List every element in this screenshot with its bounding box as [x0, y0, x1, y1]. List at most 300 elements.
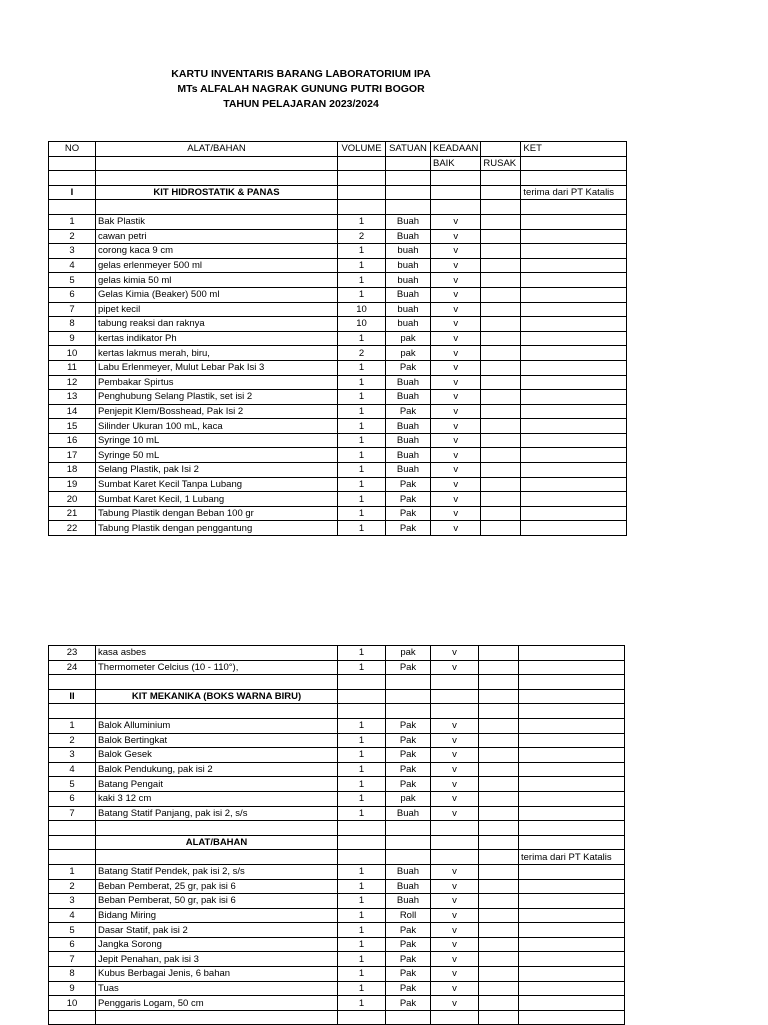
- section-title: KIT MEKANIKA (BOKS WARNA BIRU): [96, 689, 338, 704]
- row-volume: 10: [338, 317, 386, 332]
- row-rusak: [481, 346, 521, 361]
- table-row: [49, 419, 627, 434]
- row-volume: 1: [338, 864, 386, 879]
- row-ket: [521, 360, 627, 375]
- row-volume: 1: [338, 646, 386, 661]
- row-item-name: Pembakar Spirtus: [96, 375, 338, 390]
- row-number: 3: [49, 244, 96, 259]
- header-rusak: RUSAK: [481, 156, 521, 171]
- note-row: [49, 850, 625, 865]
- row-item-name: Balok Bertingkat: [96, 733, 338, 748]
- row-ket: [519, 646, 625, 661]
- row-rusak: [481, 390, 521, 405]
- row-item-name: kaki 3 12 cm: [96, 791, 338, 806]
- table-row: [49, 762, 625, 777]
- row-baik: v: [431, 477, 481, 492]
- row-satuan: buah: [386, 244, 431, 259]
- row-item-name: gelas kimia 50 ml: [96, 273, 338, 288]
- row-baik: v: [431, 733, 479, 748]
- row-rusak: [479, 864, 519, 879]
- row-ket: [521, 346, 627, 361]
- row-satuan: Pak: [386, 937, 431, 952]
- row-ket: [519, 894, 625, 909]
- row-item-name: Balok Alluminium: [96, 718, 338, 733]
- row-ket: [519, 864, 625, 879]
- row-baik: v: [431, 791, 479, 806]
- row-ket: [519, 981, 625, 996]
- row-rusak: [481, 258, 521, 273]
- row-baik: v: [431, 463, 481, 478]
- row-rusak: [481, 521, 521, 536]
- row-item-name: pipet kecil: [96, 302, 338, 317]
- row-number: 6: [49, 791, 96, 806]
- header-no: NO: [49, 142, 96, 157]
- row-volume: 1: [338, 390, 386, 405]
- row-volume: 1: [338, 718, 386, 733]
- row-ket: [519, 791, 625, 806]
- row-baik: v: [431, 229, 481, 244]
- table-row: [49, 346, 627, 361]
- row-ket: [519, 937, 625, 952]
- row-rusak: [481, 214, 521, 229]
- row-volume: 1: [338, 791, 386, 806]
- row-rusak: [481, 506, 521, 521]
- row-item-name: Bidang Miring: [96, 908, 338, 923]
- row-ket: [519, 777, 625, 792]
- row-ket: [521, 331, 627, 346]
- row-satuan: pak: [386, 346, 431, 361]
- row-ket: [519, 952, 625, 967]
- section-title: KIT HIDROSTATIK & PANAS: [96, 185, 338, 200]
- row-item-name: Syringe 10 mL: [96, 433, 338, 448]
- row-item-name: Tabung Plastik dengan penggantung: [96, 521, 338, 536]
- table-row: [49, 448, 627, 463]
- row-ket: [519, 762, 625, 777]
- row-baik: v: [431, 433, 481, 448]
- row-ket: [519, 660, 625, 675]
- row-item-name: Gelas Kimia (Beaker) 500 ml: [96, 287, 338, 302]
- row-volume: 1: [338, 937, 386, 952]
- row-ket: [519, 748, 625, 763]
- row-volume: 1: [338, 967, 386, 982]
- row-volume: 1: [338, 214, 386, 229]
- row-volume: 10: [338, 302, 386, 317]
- row-rusak: [481, 477, 521, 492]
- row-ket: [521, 375, 627, 390]
- table-row: [49, 791, 625, 806]
- row-satuan: Buah: [386, 433, 431, 448]
- row-baik: v: [431, 777, 479, 792]
- row-satuan: Pak: [386, 660, 431, 675]
- table-row: [49, 879, 625, 894]
- row-baik: v: [431, 214, 481, 229]
- row-ket: [519, 806, 625, 821]
- row-ket: [519, 923, 625, 938]
- row-volume: 1: [338, 287, 386, 302]
- row-rusak: [481, 360, 521, 375]
- row-number: 16: [49, 433, 96, 448]
- row-satuan: Buah: [386, 448, 431, 463]
- row-rusak: [481, 229, 521, 244]
- row-satuan: Buah: [386, 864, 431, 879]
- row-rusak: [481, 404, 521, 419]
- row-satuan: Buah: [386, 463, 431, 478]
- row-rusak: [479, 791, 519, 806]
- row-rusak: [479, 777, 519, 792]
- row-baik: v: [431, 923, 479, 938]
- row-baik: v: [431, 404, 481, 419]
- row-baik: v: [431, 419, 481, 434]
- row-item-name: Jepit Penahan, pak isi 3: [96, 952, 338, 967]
- row-volume: 1: [338, 762, 386, 777]
- table-row: [49, 302, 627, 317]
- title-line-1: KARTU INVENTARIS BARANG LABORATORIUM IPA: [171, 68, 431, 80]
- row-baik: v: [431, 390, 481, 405]
- row-volume: 1: [338, 660, 386, 675]
- table-row: [49, 952, 625, 967]
- row-item-name: kasa asbes: [96, 646, 338, 661]
- row-item-name: Syringe 50 mL: [96, 448, 338, 463]
- row-ket: [521, 492, 627, 507]
- row-rusak: [481, 273, 521, 288]
- table-row: [49, 360, 627, 375]
- row-number: 11: [49, 360, 96, 375]
- table-row: [49, 229, 627, 244]
- table-row: [49, 894, 625, 909]
- blank-row: [49, 1010, 625, 1025]
- row-volume: 1: [338, 331, 386, 346]
- row-number: 7: [49, 302, 96, 317]
- row-number: 15: [49, 419, 96, 434]
- table-row: [49, 506, 627, 521]
- row-baik: v: [431, 967, 479, 982]
- row-baik: v: [431, 864, 479, 879]
- table-row: [49, 777, 625, 792]
- row-rusak: [479, 646, 519, 661]
- row-baik: v: [431, 448, 481, 463]
- table-row: [49, 287, 627, 302]
- row-number: 18: [49, 463, 96, 478]
- row-rusak: [479, 879, 519, 894]
- row-number: 23: [49, 646, 96, 661]
- section-row: [49, 835, 625, 850]
- table-row: [49, 981, 625, 996]
- row-item-name: gelas erlenmeyer 500 ml: [96, 258, 338, 273]
- row-volume: 1: [338, 521, 386, 536]
- row-ket: [519, 718, 625, 733]
- row-satuan: Pak: [386, 967, 431, 982]
- title-line-2: MTs ALFALAH NAGRAK GUNUNG PUTRI BOGOR: [177, 83, 425, 95]
- row-number: 22: [49, 521, 96, 536]
- row-baik: v: [431, 894, 479, 909]
- row-rusak: [479, 762, 519, 777]
- row-item-name: Sumbat Karet Kecil Tanpa Lubang: [96, 477, 338, 492]
- row-baik: v: [431, 273, 481, 288]
- row-item-name: Labu Erlenmeyer, Mulut Lebar Pak Isi 3: [96, 360, 338, 375]
- row-number: 14: [49, 404, 96, 419]
- row-volume: 1: [338, 733, 386, 748]
- row-satuan: Pak: [386, 981, 431, 996]
- row-volume: 1: [338, 923, 386, 938]
- row-number: 3: [49, 748, 96, 763]
- row-ket: [521, 448, 627, 463]
- header-ket: KET: [521, 142, 627, 157]
- table-row: [49, 748, 625, 763]
- row-volume: 1: [338, 273, 386, 288]
- table-row: [49, 864, 625, 879]
- row-satuan: Buah: [386, 229, 431, 244]
- row-satuan: Pak: [386, 404, 431, 419]
- row-item-name: cawan petri: [96, 229, 338, 244]
- row-baik: v: [431, 302, 481, 317]
- header-row: [49, 142, 627, 157]
- row-item-name: Dasar Statif, pak isi 2: [96, 923, 338, 938]
- row-item-name: Sumbat Karet Kecil, 1 Lubang: [96, 492, 338, 507]
- row-number: 2: [49, 733, 96, 748]
- subheader-row: [49, 156, 627, 171]
- row-item-name: corong kaca 9 cm: [96, 244, 338, 259]
- table-row: [49, 521, 627, 536]
- row-volume: 1: [338, 360, 386, 375]
- row-baik: v: [431, 375, 481, 390]
- row-satuan: pak: [386, 331, 431, 346]
- section-number: I: [49, 185, 96, 200]
- table-row: [49, 331, 627, 346]
- blank-row: [49, 675, 625, 690]
- row-rusak: [481, 433, 521, 448]
- row-satuan: Pak: [386, 521, 431, 536]
- row-baik: v: [431, 521, 481, 536]
- row-rusak: [481, 331, 521, 346]
- table-row: [49, 806, 625, 821]
- table-row: [49, 646, 625, 661]
- row-ket: [521, 390, 627, 405]
- row-volume: 1: [338, 244, 386, 259]
- row-item-name: Penghubung Selang Plastik, set isi 2: [96, 390, 338, 405]
- row-satuan: buah: [386, 258, 431, 273]
- row-item-name: Penjepit Klem/Bosshead, Pak Isi 2: [96, 404, 338, 419]
- row-number: 4: [49, 908, 96, 923]
- row-item-name: Balok Gesek: [96, 748, 338, 763]
- row-number: 6: [49, 937, 96, 952]
- row-ket: [521, 302, 627, 317]
- row-number: 20: [49, 492, 96, 507]
- row-number: 2: [49, 879, 96, 894]
- row-rusak: [479, 981, 519, 996]
- row-rusak: [481, 375, 521, 390]
- row-baik: v: [431, 996, 479, 1011]
- row-item-name: Silinder Ukuran 100 mL, kaca: [96, 419, 338, 434]
- row-satuan: pak: [386, 646, 431, 661]
- row-number: 1: [49, 718, 96, 733]
- row-item-name: Thermometer Celcius (10 - 110°),: [96, 660, 338, 675]
- row-number: 21: [49, 506, 96, 521]
- section-number: II: [49, 689, 96, 704]
- row-item-name: Balok Pendukung, pak isi 2: [96, 762, 338, 777]
- row-volume: 1: [338, 908, 386, 923]
- row-volume: 1: [338, 981, 386, 996]
- row-number: 19: [49, 477, 96, 492]
- row-number: 12: [49, 375, 96, 390]
- row-satuan: Pak: [386, 733, 431, 748]
- row-satuan: Buah: [386, 879, 431, 894]
- row-number: 13: [49, 390, 96, 405]
- row-satuan: Pak: [386, 492, 431, 507]
- row-baik: v: [431, 258, 481, 273]
- title-line-3: TAHUN PELAJARAN 2023/2024: [223, 98, 379, 110]
- row-number: 9: [49, 331, 96, 346]
- row-ket: [521, 244, 627, 259]
- row-satuan: Pak: [386, 777, 431, 792]
- row-baik: v: [431, 660, 479, 675]
- table-row: [49, 244, 627, 259]
- row-satuan: Pak: [386, 748, 431, 763]
- row-rusak: [479, 908, 519, 923]
- row-item-name: Beban Pemberat, 50 gr, pak isi 6: [96, 894, 338, 909]
- row-rusak: [481, 287, 521, 302]
- row-number: 1: [49, 864, 96, 879]
- row-item-name: Kubus Berbagai Jenis, 6 bahan: [96, 967, 338, 982]
- row-volume: 1: [338, 748, 386, 763]
- section-title: ALAT/BAHAN: [96, 835, 338, 850]
- row-rusak: [479, 967, 519, 982]
- row-satuan: Pak: [386, 360, 431, 375]
- row-number: 6: [49, 287, 96, 302]
- row-ket: [521, 419, 627, 434]
- table-row: [49, 404, 627, 419]
- section-row: [49, 689, 625, 704]
- row-satuan: Buah: [386, 375, 431, 390]
- row-volume: 1: [338, 448, 386, 463]
- header-baik: BAIK: [431, 156, 481, 171]
- row-volume: 1: [338, 879, 386, 894]
- row-number: 8: [49, 967, 96, 982]
- row-satuan: buah: [386, 302, 431, 317]
- row-baik: v: [431, 331, 481, 346]
- row-ket: [521, 317, 627, 332]
- row-satuan: Buah: [386, 419, 431, 434]
- row-baik: v: [431, 718, 479, 733]
- row-satuan: Buah: [386, 806, 431, 821]
- row-rusak: [481, 317, 521, 332]
- row-rusak: [481, 419, 521, 434]
- row-ket: [519, 733, 625, 748]
- row-volume: 1: [338, 404, 386, 419]
- table-row: [49, 273, 627, 288]
- row-baik: v: [431, 748, 479, 763]
- row-number: 5: [49, 923, 96, 938]
- table-row: [49, 463, 627, 478]
- row-item-name: Bak Plastik: [96, 214, 338, 229]
- row-ket: [521, 521, 627, 536]
- section-ket: terima dari PT Katalis: [521, 185, 627, 200]
- row-satuan: Buah: [386, 214, 431, 229]
- row-baik: v: [431, 244, 481, 259]
- row-baik: v: [431, 879, 479, 894]
- row-ket: [521, 433, 627, 448]
- table-row: [49, 433, 627, 448]
- row-volume: 1: [338, 996, 386, 1011]
- row-rusak: [479, 806, 519, 821]
- row-item-name: kertas indikator Ph: [96, 331, 338, 346]
- row-number: 10: [49, 996, 96, 1011]
- row-ket: [521, 258, 627, 273]
- row-rusak: [479, 660, 519, 675]
- row-satuan: Buah: [386, 894, 431, 909]
- row-ket: [521, 404, 627, 419]
- table-row: [49, 908, 625, 923]
- row-ket: [519, 967, 625, 982]
- table-row: [49, 477, 627, 492]
- row-item-name: Jangka Sorong: [96, 937, 338, 952]
- row-item-name: Batang Statif Panjang, pak isi 2, s/s: [96, 806, 338, 821]
- header-keadaan: KEADAAN: [431, 142, 481, 157]
- row-baik: v: [431, 952, 479, 967]
- row-volume: 1: [338, 477, 386, 492]
- row-item-name: tabung reaksi dan raknya: [96, 317, 338, 332]
- table-row: [49, 923, 625, 938]
- row-number: 24: [49, 660, 96, 675]
- row-number: 1: [49, 214, 96, 229]
- row-number: 17: [49, 448, 96, 463]
- table-row: [49, 214, 627, 229]
- row-rusak: [479, 718, 519, 733]
- blank-row: [49, 171, 627, 186]
- row-satuan: Pak: [386, 996, 431, 1011]
- row-rusak: [481, 302, 521, 317]
- table-row: [49, 967, 625, 982]
- row-ket: [519, 879, 625, 894]
- table-row: [49, 492, 627, 507]
- row-number: 3: [49, 894, 96, 909]
- row-satuan: Buah: [386, 287, 431, 302]
- row-volume: 1: [338, 952, 386, 967]
- row-baik: v: [431, 981, 479, 996]
- row-baik: v: [431, 908, 479, 923]
- row-baik: v: [431, 346, 481, 361]
- row-ket: [521, 229, 627, 244]
- row-item-name: Beban Pemberat, 25 gr, pak isi 6: [96, 879, 338, 894]
- row-rusak: [481, 492, 521, 507]
- row-satuan: buah: [386, 317, 431, 332]
- table-row: [49, 733, 625, 748]
- row-rusak: [481, 244, 521, 259]
- table-row: [49, 258, 627, 273]
- table-row: [49, 375, 627, 390]
- row-number: 5: [49, 273, 96, 288]
- row-volume: 1: [338, 806, 386, 821]
- row-satuan: Pak: [386, 477, 431, 492]
- blank-row: [49, 821, 625, 836]
- inventory-table-page-2: [48, 645, 625, 1025]
- row-baik: v: [431, 287, 481, 302]
- row-rusak: [481, 463, 521, 478]
- row-volume: 1: [338, 258, 386, 273]
- row-ket: [521, 214, 627, 229]
- row-satuan: Pak: [386, 952, 431, 967]
- row-volume: 1: [338, 894, 386, 909]
- row-volume: 1: [338, 777, 386, 792]
- table-row: [49, 937, 625, 952]
- row-ket: [521, 273, 627, 288]
- row-baik: v: [431, 937, 479, 952]
- row-rusak: [479, 937, 519, 952]
- row-item-name: Penggaris Logam, 50 cm: [96, 996, 338, 1011]
- row-item-name: kertas lakmus merah, biru,: [96, 346, 338, 361]
- row-volume: 1: [338, 506, 386, 521]
- row-item-name: Tuas: [96, 981, 338, 996]
- row-volume: 2: [338, 229, 386, 244]
